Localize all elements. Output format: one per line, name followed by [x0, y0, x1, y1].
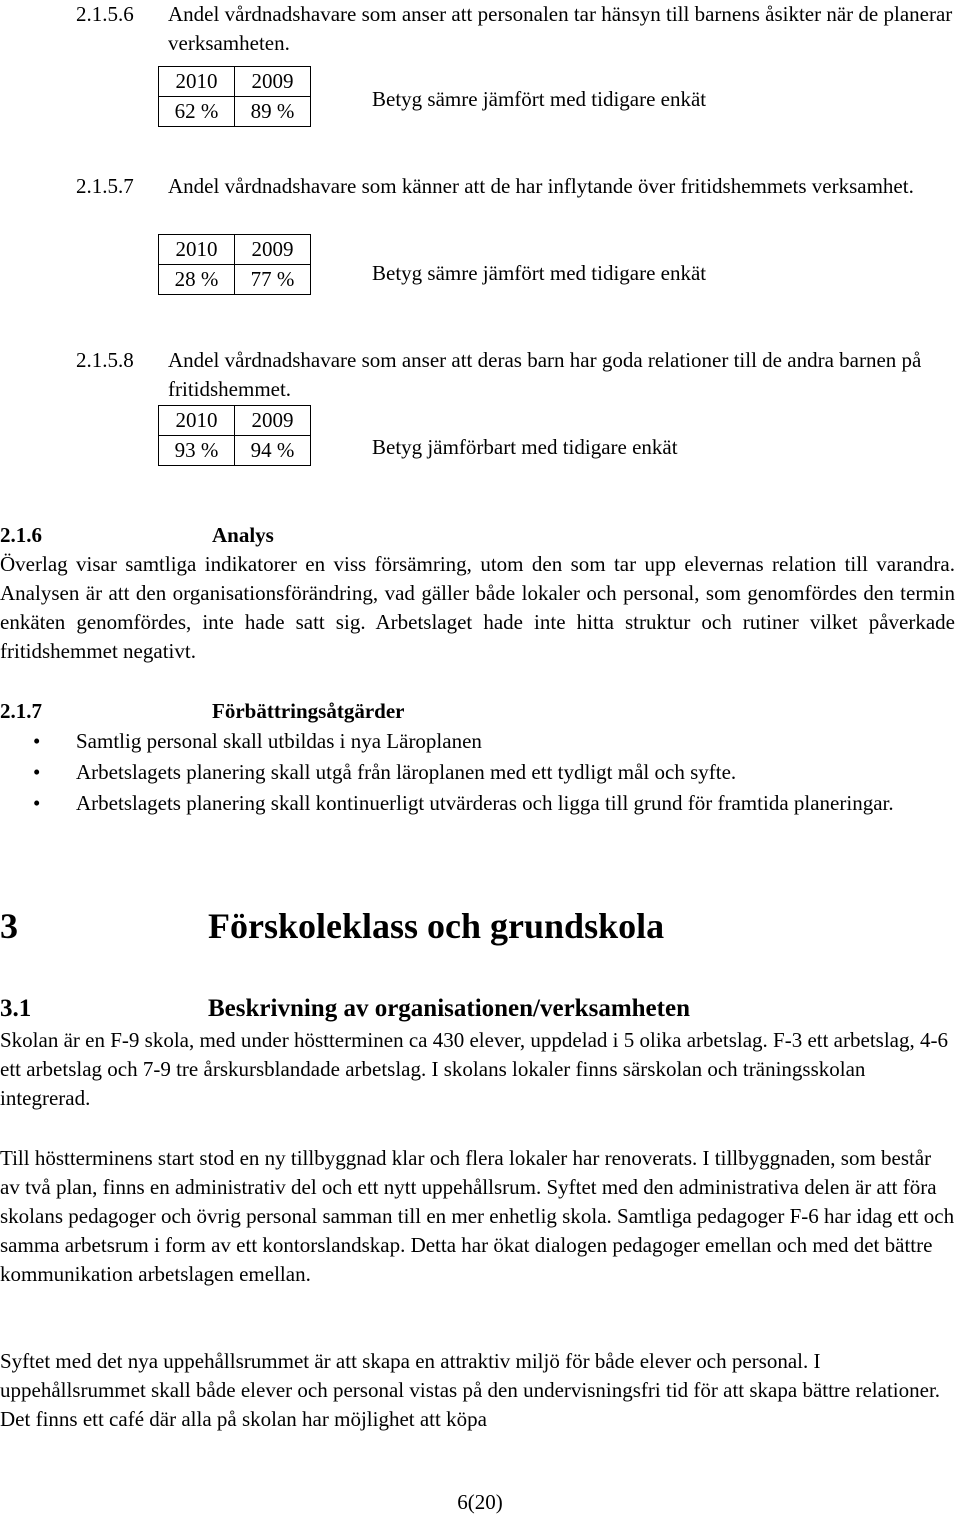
bullet-icon: •: [33, 729, 41, 753]
year-header: 2010: [159, 67, 235, 97]
list-item: [0, 789, 946, 818]
year-table: [158, 405, 311, 466]
year-value: 77 %: [235, 265, 311, 295]
bullet-icon: •: [33, 791, 41, 815]
list-item: [0, 758, 946, 787]
list-item-text: Arbetslagets planering skall utgå från läroplanen med ett tydligt mål och syfte.: [76, 760, 737, 784]
year-value: 94 %: [235, 436, 311, 466]
improvement-list: [0, 727, 960, 818]
list-item-text: Samtlig personal skall utbildas i nya Läroplanen: [76, 729, 482, 753]
year-header: 2009: [235, 235, 311, 265]
analys-paragraph: Överlag visar samtliga indikatorer en viss försämring, utom den som tar upp elevernas relation till varandra. Analysen är att den organisationsförändring, vad gäller både lokaler och personal, som genomfördes den termin enkäten genomfördes, inte hade satt sig. Arbetslaget hade inte hitta struktur och rutiner vilket påverkade fritidshemmet negativt.: [0, 552, 955, 663]
bullet-icon: •: [33, 760, 41, 784]
year-header: 2009: [235, 67, 311, 97]
forbattring-heading: Förbättringsåtgärder: [212, 699, 405, 723]
year-value: 89 %: [235, 97, 311, 127]
body-paragraph: Syftet med det nya uppehållsrummet är att skapa en attraktiv miljö för både elever och personal. I uppehållsrummet skall både elever och personal vistas på den undervisningsfri tid för att skapa bättre relationer. Det finns ett café där alla på skolan har möjlighet att köpa: [0, 1349, 941, 1431]
section-title: Andel vårdnadshavare som känner att de har inflytande över fritidshemmets verksamhet.: [168, 174, 914, 198]
subsection-number: 3.1: [0, 995, 32, 1022]
analys-heading: Analys: [212, 523, 274, 547]
year-header: 2009: [235, 406, 311, 436]
verdict-text: Betyg sämre jämfört med tidigare enkät: [372, 87, 707, 111]
section-number: 2.1.5.6: [76, 2, 134, 26]
chapter-number: 3: [0, 906, 18, 946]
body-paragraph: Skolan är en F-9 skola, med under höstterminen ca 430 elever, uppdelad i 5 olika arbetslag. F-3 ett arbetslag, 4-6 ett arbetslag och 7-9 tre årskursblandade arbetslag. I skolans lokaler finns särskolan och träningsskolan integrerad.: [0, 1028, 948, 1110]
verdict-text: Betyg jämförbart med tidigare enkät: [372, 435, 678, 459]
year-table: [158, 66, 311, 127]
chapter-title: Förskoleklass och grundskola: [208, 906, 665, 946]
verdict-text: Betyg sämre jämfört med tidigare enkät: [372, 261, 707, 285]
section-title: Andel vårdnadshavare som anser att personalen tar hänsyn till barnens åsikter när de planerar verksamheten.: [168, 2, 953, 55]
section-number: 2.1.5.7: [76, 174, 134, 198]
year-value: 62 %: [159, 97, 235, 127]
page-number: 6(20): [457, 1490, 503, 1514]
section-number: 2.1.5.8: [76, 348, 134, 372]
list-item: [0, 727, 946, 756]
list-item-text: Arbetslagets planering skall kontinuerligt utvärderas och ligga till grund för framtida planeringar.: [76, 791, 894, 815]
year-value: 28 %: [159, 265, 235, 295]
year-header: 2010: [159, 235, 235, 265]
body-paragraph: Till höstterminens start stod en ny tillbyggnad klar och flera lokaler har renoverats. I tillbyggnaden, som består av två plan, finns en administrativ del och ett nytt uppehållsrum. Syftet med den administrativa delen är att föra skolans pedagoger och övrig personal samman till en mer enhetlig skola. Samtliga pedagoger F-6 har idag ett och samma arbetsrum i form av ett kontorslandskap. Detta har ökat dialogen pedagoger emellan och med det bättre kommunikation arbetslagen emellan.: [0, 1146, 955, 1286]
subsection-title: Beskrivning av organisationen/verksamheten: [208, 995, 690, 1022]
analys-number: 2.1.6: [0, 523, 42, 547]
year-value: 93 %: [159, 436, 235, 466]
forbattring-number: 2.1.7: [0, 699, 42, 723]
year-header: 2010: [159, 406, 235, 436]
year-table: [158, 234, 311, 295]
section-title: Andel vårdnadshavare som anser att deras barn har goda relationer till de andra barnen på fritidshemmet.: [168, 348, 922, 401]
